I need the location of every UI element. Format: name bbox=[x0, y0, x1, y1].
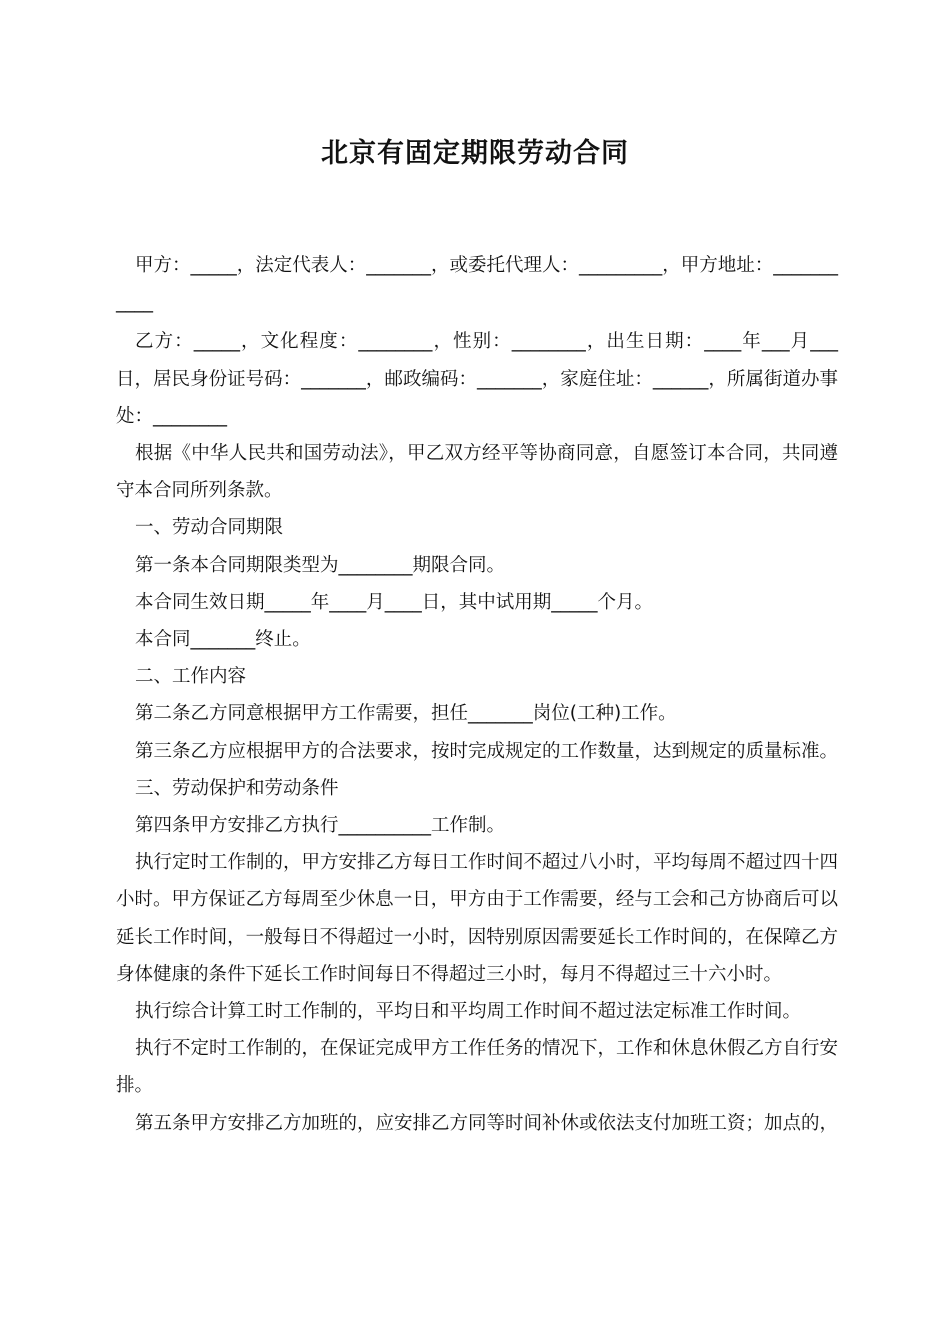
party-a-paragraph: 甲方：_____，法定代表人：_______，或委托代理人：_________，甲方地址：___________ bbox=[116, 255, 839, 314]
comprehensive-hours-paragraph: 执行综合计算工时工作制的，平均日和平均周工作时间不超过法定标准工作时间。 bbox=[135, 1001, 802, 1023]
article-3-paragraph: 第三条乙方应根据甲方的合法要求，按时完成规定的工作数量，达到规定的质量标准。 bbox=[135, 740, 839, 762]
standard-hours-paragraph: 执行定时工作制的，甲方安排乙方每日工作时间不超过八小时，平均每周不超过四十四小时。甲方保证乙方每周至少休息一日，甲方由于工作需要，经与工会和己方协商后可以延长工作时间，一般每日不得超过一小时，因特别原因需要延长工作时间的，在保障乙方身体健康的条件下延长工作时间每日不得超过三小时，每月不得超过三十六小时。 bbox=[116, 852, 839, 985]
party-b-paragraph: 乙方：_____，文化程度：________，性别：________，出生日期：____年___月___日，居民身份证号码：_______，邮政编码：_______，家庭住址：______，所属街道办事处：________ bbox=[116, 331, 838, 427]
section-heading-3: 三、劳动保护和劳动条件 bbox=[135, 777, 339, 799]
effective-date-paragraph: 本合同生效日期_____年____月____日，其中试用期_____个月。 bbox=[135, 591, 654, 613]
article-5-paragraph: 第五条甲方安排乙方加班的，应安排乙方同等时间补休或依法支付加班工资；加点的， bbox=[135, 1112, 839, 1134]
preamble-paragraph: 根据《中华人民共和国劳动法》，甲乙双方经平等协商同意，自愿签订本合同，共同遵守本合同所列条款。 bbox=[116, 443, 838, 502]
article-4-paragraph: 第四条甲方安排乙方执行__________工作制。 bbox=[135, 815, 506, 837]
document-title: 北京有固定期限劳动合同 bbox=[321, 138, 629, 169]
section-heading-2: 二、工作内容 bbox=[135, 666, 247, 688]
section-heading-1: 一、劳动合同期限 bbox=[135, 517, 284, 539]
document-body bbox=[116, 247, 838, 1142]
article-2-paragraph: 第二条乙方同意根据甲方工作需要，担任_______岗位(工种)工作。 bbox=[135, 703, 677, 725]
termination-paragraph: 本合同_______终止。 bbox=[135, 629, 311, 651]
flexible-hours-paragraph: 执行不定时工作制的，在保证完成甲方工作任务的情况下，工作和休息休假乙方自行安排。 bbox=[116, 1038, 839, 1097]
article-1-paragraph: 第一条本合同期限类型为________期限合同。 bbox=[135, 554, 506, 576]
